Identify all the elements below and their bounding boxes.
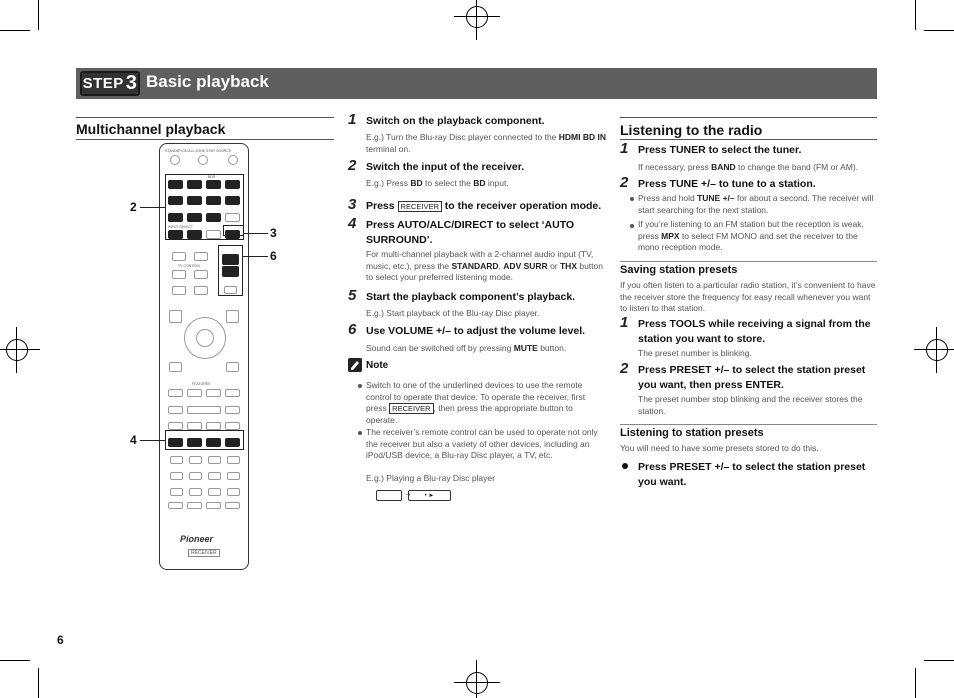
tune-bullet: Press and hold TUNE +/– for about a second. The receiver will start searching for the next station. (638, 193, 874, 215)
step-body: The preset number stop blinking and the receiver stores the station. (638, 394, 863, 416)
remote-label: BDR (208, 175, 216, 179)
registration-mark (462, 2, 492, 32)
step-badge (80, 71, 140, 96)
step-body: If necessary, press BAND to change the band (FM or AM). (638, 162, 859, 172)
step-heading: Press TUNER to select the tuner. (638, 144, 802, 156)
step-heading: Press RECEIVER to the receiver operation mode. (366, 200, 602, 212)
step-number: 2 (348, 157, 357, 174)
header-bar (76, 68, 877, 99)
step-bullet (622, 463, 628, 469)
number-key[interactable] (170, 488, 183, 496)
section-title-saving-presets: Saving station presets (620, 264, 738, 276)
crop-mark (915, 0, 916, 30)
play-button[interactable] (187, 406, 221, 414)
crop-mark (38, 0, 39, 30)
example-key-play: • ► (408, 490, 451, 501)
callout-number: 6 (270, 249, 277, 263)
section-title-radio: Listening to the radio (620, 122, 763, 138)
crop-mark (0, 660, 30, 661)
filter-button[interactable] (187, 389, 202, 397)
example-key-bd (376, 490, 402, 501)
step-body: The preset number is blinking. (638, 348, 752, 358)
step-number: 3 (125, 72, 138, 94)
callout-number: 3 (270, 226, 277, 240)
remote-brand: Pioneer (180, 534, 214, 544)
audio-parameter-button[interactable] (169, 310, 182, 323)
tv-vol-down-button[interactable] (194, 286, 208, 295)
step-number: 1 (620, 314, 629, 331)
tune-down-button[interactable] (206, 422, 221, 430)
number-key[interactable] (208, 488, 221, 496)
pause-button[interactable] (168, 406, 183, 414)
crop-mark (0, 30, 30, 31)
remote-label: INPUT SELECT (168, 225, 194, 229)
bullet-dot (358, 431, 362, 435)
step-body: E.g.) Turn the Blu-ray Disc player connected to the HDMI BD IN terminal on. (366, 132, 606, 154)
step-heading: Press AUTO/ALC/DIRECT to select ‘AUTO SURROUND’. (366, 219, 575, 246)
callout-box-receiver (223, 225, 244, 236)
bullet-dot (358, 384, 362, 388)
step-body: For multi-channel playback with a 2-channel audio input (TV, music, etc.), press the STANDARD, ADV SURR or THX button to select your preferred listening mode. (366, 249, 603, 282)
crop-mark (924, 30, 954, 31)
step-body: Sound can be switched off by pressing MUTE button. (366, 343, 567, 353)
function-key[interactable] (206, 502, 221, 509)
return-button[interactable] (226, 362, 239, 372)
step-heading: Press PRESET +/– to select the station preset you want, then press ENTER. (638, 364, 866, 391)
tv-ch-up-button[interactable] (172, 270, 186, 279)
presets-intro: If you often listen to a particular radio station, it’s convenient to have the receiver store the frequency for easy recall whenever you want to listen to that station. (620, 280, 876, 313)
number-key[interactable] (227, 472, 240, 480)
zone-button[interactable] (198, 155, 208, 165)
number-key[interactable] (170, 472, 183, 480)
section-rule (620, 424, 877, 425)
remote-receiver-label: RECEIVER (188, 549, 220, 557)
number-key[interactable] (227, 488, 240, 496)
page-number: 6 (57, 633, 64, 647)
callout-line (243, 256, 268, 257)
crop-mark (924, 660, 954, 661)
number-key[interactable] (227, 456, 240, 464)
listen-intro: You will need to have some presets stored to do this. (620, 443, 819, 453)
remote-label: FEATURES (192, 382, 211, 386)
section-rule (620, 139, 877, 140)
registration-mark (462, 668, 492, 698)
step-number: 6 (348, 321, 357, 338)
section-title-listening-presets: Listening to station presets (620, 427, 764, 439)
standby-button[interactable] (170, 155, 180, 165)
preset-down-button[interactable] (168, 422, 183, 430)
function-key[interactable] (168, 502, 183, 509)
crop-mark (38, 668, 39, 698)
remote-label: STANDBY/ON ALL ZONE STBY SOURCE (165, 149, 232, 153)
step-number: 5 (348, 287, 357, 304)
number-key[interactable] (208, 456, 221, 464)
step-number: 2 (620, 174, 629, 191)
registration-mark (922, 335, 952, 365)
note-item: Switch to one of the underlined devices to use the remote control to operate that device. To operate the receiver, first press RECEIVER , then press the appropriate button to operate. (366, 380, 586, 425)
tv-vol-up-button[interactable] (194, 270, 208, 279)
note-label: Note (366, 360, 389, 371)
section-rule (76, 139, 334, 140)
step-body: E.g.) Start playback of the Blu-ray Disc player. (366, 308, 540, 318)
section-title-multichannel: Multichannel playback (76, 121, 226, 137)
section-rule (76, 117, 334, 118)
receiver-key: RECEIVER (389, 403, 433, 414)
section-rule (620, 261, 877, 262)
callout-line (244, 233, 268, 234)
enter-button[interactable] (196, 329, 214, 347)
step-heading: Switch on the playback component. (366, 115, 545, 127)
tune-bullet: If you’re listening to an FM station but the reception is weak, press MPX to select FM MONO and set the receiver to the mono reception mode. (638, 219, 864, 252)
step-number: 1 (348, 111, 357, 128)
callout-line (140, 440, 165, 441)
note-example: E.g.) Playing a Blu-ray Disc player (366, 473, 495, 483)
number-key[interactable] (170, 456, 183, 464)
bullet-dot (630, 224, 634, 228)
callout-box-listening-mode (165, 430, 244, 450)
note-item: The receiver’s remote control can be used to operate not only the receiver but also a variety of other devices, including an iPod/USB device, a Blu-ray Disc player, a TV, etc. (366, 427, 598, 460)
step-heading: Start the playback component’s playback. (366, 291, 576, 303)
step-heading: Press TOOLS while receiving a signal from the station you want to store. (638, 318, 871, 345)
source-button[interactable] (228, 155, 238, 165)
remote-label: TV CONTROL (178, 264, 201, 268)
number-key[interactable] (189, 456, 202, 464)
local-button[interactable] (206, 389, 221, 397)
number-key[interactable] (208, 472, 221, 480)
step-heading: Switch the input of the receiver. (366, 161, 525, 173)
callout-number: 2 (130, 200, 137, 214)
crop-mark (915, 668, 916, 698)
section-rule (620, 117, 877, 118)
step-label: STEP (82, 75, 124, 92)
number-key[interactable] (189, 472, 202, 480)
step-number: 3 (348, 196, 357, 213)
stop-button[interactable] (225, 406, 240, 414)
video-parameter-button[interactable] (226, 310, 239, 323)
note-icon (348, 358, 362, 372)
callout-line (140, 207, 165, 208)
page-title: Basic playback (146, 72, 269, 91)
tv-ch-down-button[interactable] (172, 286, 186, 295)
arrow-right-icon: → (404, 489, 412, 498)
step-number: 1 (620, 140, 629, 157)
receiver-key: RECEIVER (398, 201, 442, 212)
preset-up-button[interactable] (187, 422, 202, 430)
registration-mark (2, 335, 32, 365)
tune-up-button[interactable] (225, 422, 240, 430)
bullet-dot (630, 197, 634, 201)
step-heading: Use VOLUME +/– to adjust the volume level. (366, 325, 586, 337)
tv-input-button[interactable] (172, 252, 186, 261)
function-key[interactable] (225, 502, 240, 509)
number-key[interactable] (189, 488, 202, 496)
step-number: 4 (348, 215, 357, 232)
callout-box-volume (218, 245, 243, 296)
step-body: E.g.) Press BD to select the BD input. (366, 178, 509, 188)
phase-button[interactable] (168, 389, 183, 397)
step-number: 2 (620, 360, 629, 377)
eco-button[interactable] (225, 389, 240, 397)
function-key[interactable] (187, 502, 202, 509)
callout-number: 4 (130, 433, 137, 447)
step-heading: Press TUNE +/– to tune to a station. (638, 178, 816, 190)
home-menu-button[interactable] (169, 362, 182, 372)
tv-input-button[interactable] (194, 252, 208, 261)
step-heading: Press PRESET +/– to select the station preset you want. (638, 461, 866, 488)
